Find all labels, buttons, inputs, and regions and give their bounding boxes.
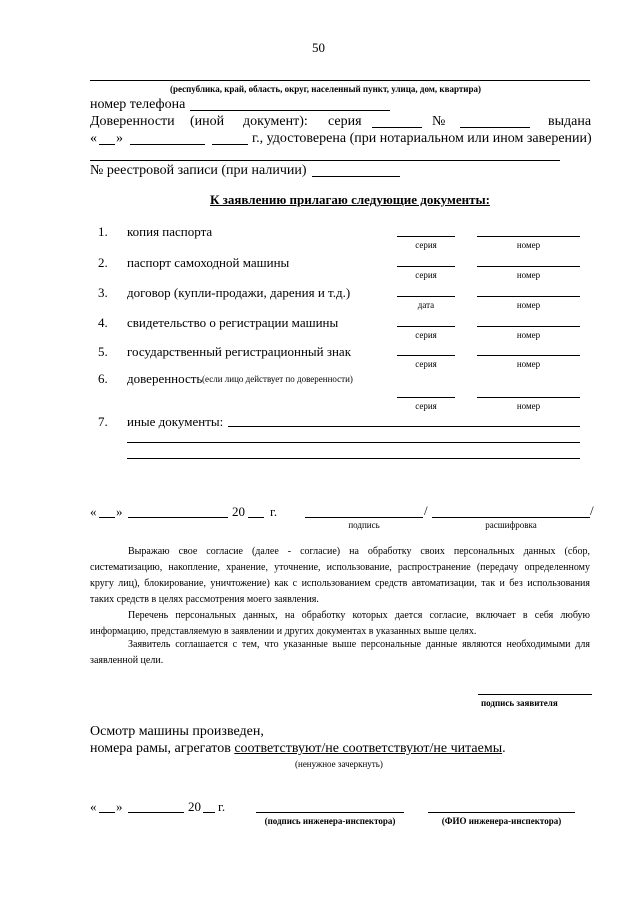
attachment-col2-label: номер	[516, 300, 541, 310]
registry-field[interactable]	[312, 176, 400, 177]
poa-series-label: серия	[328, 114, 362, 129]
applicant-signature-label: подпись заявителя	[481, 698, 558, 708]
attachment-num: 7.	[98, 414, 108, 429]
page-number: 50	[312, 40, 325, 55]
attachment-label: свидетельство о регистрации машины	[127, 315, 339, 330]
date-year-field[interactable]	[248, 517, 264, 518]
attachment-col2-field[interactable]	[477, 355, 580, 356]
inspection-line1: Осмотр машины произведен,	[90, 724, 264, 739]
poa-document: документ):	[243, 114, 308, 129]
attachment-col1-label: серия	[415, 401, 437, 411]
attachment-col1-label: серия	[415, 330, 437, 340]
consent-paragraph-3: Заявитель соглашается с тем, что указанные выше персональные данные являются необходимыми для заявленной цели.	[90, 639, 590, 666]
date-year-prefix: 20	[232, 504, 245, 519]
other-docs-line[interactable]	[127, 442, 580, 443]
poa-day-field[interactable]	[99, 144, 115, 145]
attachment-label-small: (если лицо действует по доверенности)	[202, 374, 353, 384]
attachment-col2-field[interactable]	[477, 236, 580, 237]
poa-series-field[interactable]	[372, 127, 422, 128]
attachment-col1-field[interactable]	[397, 355, 455, 356]
attachments-title: К заявлению прилагаю следующие документы:	[210, 192, 490, 207]
attachment-col2-label: номер	[516, 240, 541, 250]
attachment-col2-label: номер	[516, 270, 541, 280]
option-sep: /	[321, 741, 326, 756]
final-day-field[interactable]	[99, 812, 115, 813]
attachment-col1-label: дата	[417, 300, 435, 310]
attachment-col2-label: номер	[516, 401, 541, 411]
attachment-num: 6.	[98, 371, 108, 386]
attachment-num: 1.	[98, 224, 108, 239]
date-year-suffix: г.	[270, 504, 278, 519]
poa-label: Доверенности	[90, 114, 175, 129]
option-unreadable[interactable]: не читаемы	[433, 741, 503, 756]
date-quote-open: «	[90, 504, 97, 519]
option-sep: /	[429, 741, 434, 756]
attachment-label: договор (купли-продажи, дарения и т.д.)	[127, 285, 351, 300]
phone-label: номер телефона	[90, 97, 186, 112]
inspector-name-field[interactable]	[428, 812, 575, 813]
poa-year-suffix: г., удостоверена (при нотариальном или ином заверении)	[252, 131, 592, 146]
attachment-label: государственный регистрационный знак	[127, 344, 352, 359]
attachment-col1-field[interactable]	[397, 326, 455, 327]
attachment-col2-field[interactable]	[477, 296, 580, 297]
poa-number-sign: №	[432, 114, 446, 129]
decode-label: расшифровка	[485, 520, 537, 530]
poa-number-field[interactable]	[460, 127, 530, 128]
notary-line[interactable]	[90, 160, 560, 161]
slash: /	[590, 503, 594, 518]
attachment-col1-field[interactable]	[397, 236, 455, 237]
signature-label: подпись	[348, 520, 380, 530]
address-line	[90, 80, 590, 81]
attachment-label: паспорт самоходной машины	[127, 255, 290, 270]
date-day-field[interactable]	[99, 517, 115, 518]
attachment-num: 2.	[98, 255, 108, 270]
attachment-col1-label: серия	[415, 270, 437, 280]
attachment-col2-field[interactable]	[477, 326, 580, 327]
applicant-signature-field[interactable]	[478, 694, 592, 695]
slash: /	[424, 503, 428, 518]
option-match[interactable]: соответствуют	[234, 741, 322, 756]
poa-month-field[interactable]	[130, 144, 205, 145]
inspector-signature-field[interactable]	[256, 812, 404, 813]
attachment-col2-field[interactable]	[477, 397, 580, 398]
poa-year-field[interactable]	[212, 144, 248, 145]
final-year-field[interactable]	[203, 812, 215, 813]
address-hint: (республика, край, область, округ, населенный пункт, улица, дом, квартира)	[170, 84, 481, 94]
final-year-prefix: 20	[188, 799, 201, 814]
signature-field[interactable]	[305, 517, 423, 518]
attachment-col2-label: номер	[516, 359, 541, 369]
attachment-label: копия паспорта	[127, 224, 213, 239]
attachment-label: доверенность	[127, 371, 203, 386]
poa-quote-open: «	[90, 131, 97, 146]
attachment-col1-label: серия	[415, 359, 437, 369]
poa-quote-close: »	[116, 131, 123, 146]
attachment-col2-label: номер	[516, 330, 541, 340]
inspection-prefix: номера рамы, агрегатов	[90, 741, 231, 756]
inspection-end: .	[502, 741, 506, 756]
consent-paragraph-1: Выражаю свое согласие (далее - согласие) на обработку своих персональных данных (сбор, систематизацию, накопление, хранение, уточнение, использование, распространение (передачу определенному кругу лиц), блокирование, уничтожение) как с использованием средств автоматизации, так и без использования таких средств в целях рассмотрения моего заявления.	[90, 546, 590, 605]
attachment-col1-field[interactable]	[397, 397, 455, 398]
date-quote-close: »	[116, 504, 123, 519]
poa-issued: выдана	[548, 114, 592, 129]
phone-field[interactable]	[190, 110, 390, 111]
option-no-match[interactable]: не соответствуют	[325, 741, 430, 756]
attachment-col2-field[interactable]	[477, 266, 580, 267]
inspector-signature-label: (подпись инженера-инспектора)	[264, 816, 396, 826]
final-quote-close: »	[116, 799, 123, 814]
attachment-num: 5.	[98, 344, 108, 359]
inspector-name-label: (ФИО инженера-инспектора)	[441, 816, 562, 826]
attachment-num: 4.	[98, 315, 108, 330]
consent-paragraph-2: Перечень персональных данных, на обработку которых дается согласие, включает в себя любую информацию, представляемую в заявлении и других документах в указанных выше целях.	[90, 610, 590, 637]
other-docs-line[interactable]	[127, 458, 580, 459]
final-year-suffix: г.	[218, 799, 226, 814]
attachment-col1-label: серия	[415, 240, 437, 250]
other-docs-field[interactable]	[228, 426, 580, 427]
registry-label: № реестровой записи (при наличии)	[90, 163, 307, 178]
attachment-col1-field[interactable]	[397, 296, 455, 297]
poa-other: (иной	[190, 114, 225, 129]
final-month-field[interactable]	[128, 812, 184, 813]
attachment-num: 3.	[98, 285, 108, 300]
attachment-col1-field[interactable]	[397, 266, 455, 267]
final-quote-open: «	[90, 799, 97, 814]
attachment-label: иные документы:	[127, 414, 224, 429]
decode-field[interactable]	[432, 517, 590, 518]
inspection-hint: (ненужное зачеркнуть)	[295, 759, 383, 769]
inspection-line2	[90, 741, 506, 757]
date-month-field[interactable]	[128, 517, 228, 518]
